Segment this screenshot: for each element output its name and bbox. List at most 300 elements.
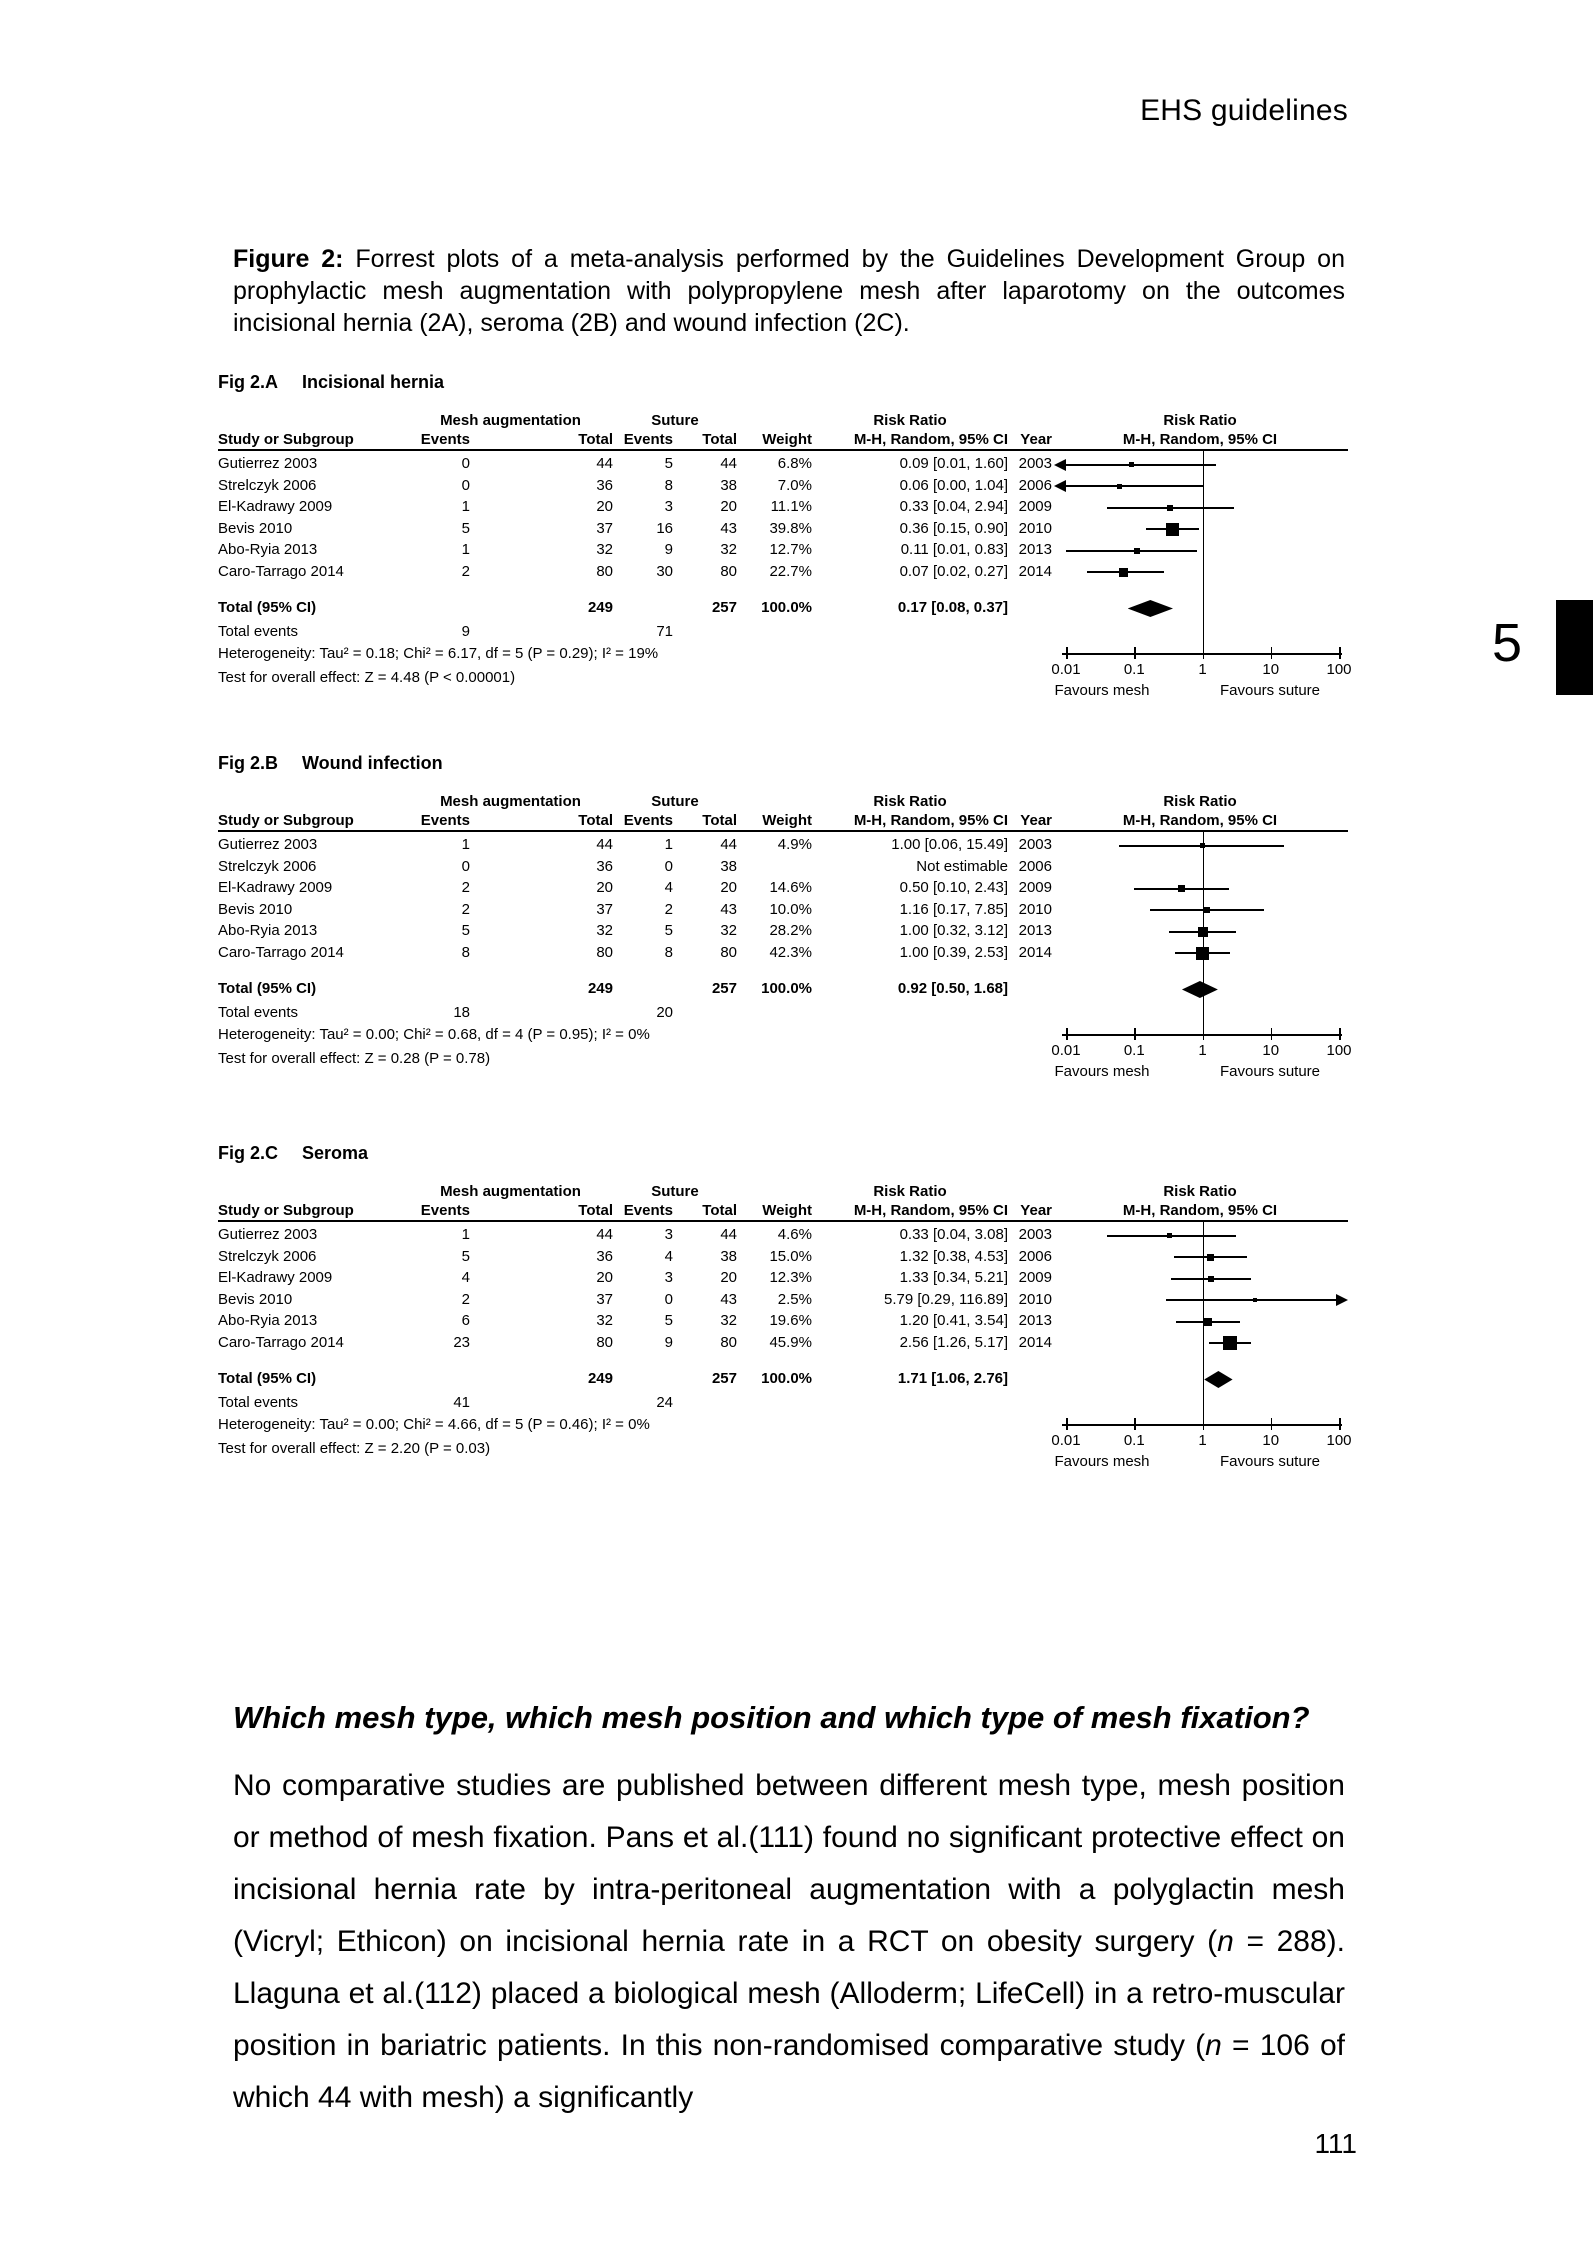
suture-events-value: 30 [656, 562, 673, 580]
year-value: 2013 [1018, 541, 1052, 558]
col-header-mesh-total: Total [578, 1202, 613, 1219]
year-value: 2014 [1018, 562, 1052, 580]
study-name: Abo-Ryia 2013 [218, 541, 318, 558]
study-name: Bevis 2010 [218, 519, 293, 537]
plot-header-mh-random-ci: M-H, Random, 95% CI [1122, 812, 1278, 829]
study-name: Bevis 2010 [218, 1290, 293, 1308]
x-axis-tick [1271, 647, 1273, 659]
effect-size-marker [1166, 523, 1179, 536]
study-name: Strelczyk 2006 [218, 1247, 317, 1265]
suture-total-value: 44 [720, 1226, 737, 1243]
mesh-events-value: 4 [461, 1269, 470, 1286]
col-header-mh-random-ci: M-H, Random, 95% CI [853, 431, 1008, 448]
col-header-mh-random-ci: M-H, Random, 95% CI [853, 812, 1008, 829]
forest-plot [1051, 449, 1352, 709]
favours-right-label: Favours suture [1219, 1453, 1321, 1470]
weight-value: 11.1% [770, 498, 812, 515]
total-weight: 100.0% [761, 980, 812, 997]
year-value: 2006 [1018, 857, 1052, 875]
group-header-risk-ratio: Risk Ratio [873, 1183, 947, 1200]
plot-header-mh-random-ci: M-H, Random, 95% CI [1122, 1202, 1278, 1219]
figure-caption-text: Forrest plots of a meta-analysis performed by the Guidelines Development Group on prophylactic mesh augmentation with polypropylene mesh after laparotomy on the outcomes incisional hernia (2A), seroma (2B) and wound infection (2C). [233, 245, 1345, 337]
total-events-label: Total events [218, 623, 299, 640]
forest-plot [1051, 830, 1352, 1090]
x-axis-tick-label: 1 [1198, 661, 1207, 678]
group-header-risk-ratio-plot: Risk Ratio [1163, 412, 1237, 429]
favours-right-label: Favours suture [1219, 682, 1321, 699]
total-weight: 100.0% [761, 599, 812, 616]
year-value: 2003 [1018, 836, 1052, 853]
mesh-total-value: 36 [596, 476, 613, 494]
year-value: 2009 [1018, 498, 1052, 515]
group-header-mesh-augmentation: Mesh augmentation [440, 793, 581, 810]
mesh-total-value: 32 [596, 541, 613, 558]
mesh-events-value: 5 [461, 922, 470, 939]
mesh-events-value: 0 [461, 476, 470, 494]
total-risk-ratio: 0.92 [0.50, 1.68] [897, 980, 1008, 997]
effect-size-marker [1129, 462, 1134, 467]
year-value: 2010 [1018, 519, 1052, 537]
study-name: Bevis 2010 [218, 900, 293, 918]
suture-events-value: 1 [664, 836, 673, 853]
study-name: Caro-Tarrago 2014 [218, 1333, 344, 1351]
total-events-suture: 71 [656, 623, 673, 640]
year-value: 2009 [1018, 879, 1052, 896]
suture-total-value: 32 [720, 541, 737, 558]
figure-2a-incisional-hernia [218, 372, 1352, 717]
pooled-effect-diamond [1204, 1371, 1232, 1388]
suture-events-value: 5 [664, 455, 673, 472]
mesh-total-value: 36 [596, 1247, 613, 1265]
weight-value: 15.0% [769, 1247, 812, 1265]
total-events-label: Total events [218, 1394, 299, 1411]
col-header-weight: Weight [762, 1202, 812, 1219]
study-name: El-Kadrawy 2009 [218, 498, 333, 515]
suture-total-value: 43 [720, 900, 737, 918]
x-axis-tick [1339, 647, 1341, 659]
col-header-suture-events: Events [623, 812, 673, 829]
x-axis-tick [1066, 1418, 1068, 1430]
total-risk-ratio: 0.17 [0.08, 0.37] [897, 599, 1008, 616]
year-value: 2010 [1018, 900, 1052, 918]
study-name: Caro-Tarrago 2014 [218, 943, 344, 961]
suture-total-value: 43 [720, 1290, 737, 1308]
suture-events-value: 3 [664, 1226, 673, 1243]
figure-caption [233, 243, 1345, 339]
mesh-total-value: 20 [596, 879, 613, 896]
weight-value: 14.6% [769, 879, 812, 896]
col-header-weight: Weight [762, 431, 812, 448]
risk-ratio-value: 1.32 [0.38, 4.53] [899, 1247, 1008, 1265]
confidence-interval-line [1065, 464, 1216, 466]
mesh-events-value: 2 [461, 900, 470, 918]
weight-value: 28.2% [769, 922, 812, 939]
year-value: 2009 [1018, 1269, 1052, 1286]
group-header-suture: Suture [651, 793, 699, 810]
figure-id: Fig 2.A [218, 372, 279, 392]
study-name: Caro-Tarrago 2014 [218, 562, 344, 580]
paragraph-segment: = 106 of which 44 with mesh) a significantly [233, 2029, 1345, 2114]
x-axis-tick-label: 0.01 [1051, 661, 1081, 678]
col-header-weight: Weight [762, 812, 812, 829]
effect-size-marker [1223, 1336, 1237, 1350]
mesh-events-value: 1 [461, 1226, 470, 1243]
risk-ratio-value: 0.50 [0.10, 2.43] [899, 879, 1008, 896]
paragraph-italic-segment: n [1205, 2029, 1222, 2062]
group-header-risk-ratio: Risk Ratio [873, 412, 947, 429]
year-value: 2013 [1018, 1312, 1052, 1329]
total-events-label: Total events [218, 1004, 299, 1021]
mesh-events-value: 5 [461, 1247, 470, 1265]
x-axis-tick [1066, 1028, 1068, 1040]
risk-ratio-value: 1.00 [0.39, 2.53] [899, 943, 1008, 961]
suture-events-value: 8 [664, 943, 673, 961]
year-value: 2006 [1018, 476, 1052, 494]
suture-total-value: 43 [720, 519, 737, 537]
no-effect-line [1203, 449, 1204, 653]
col-header-mesh-events: Events [420, 431, 470, 448]
total-weight: 100.0% [761, 1370, 812, 1387]
x-axis-tick [1203, 647, 1205, 659]
effect-size-marker [1204, 1318, 1212, 1326]
mesh-events-value: 1 [461, 541, 470, 558]
confidence-interval-line [1066, 550, 1197, 552]
mesh-total-value: 32 [596, 922, 613, 939]
weight-value: 4.6% [777, 1226, 812, 1243]
x-axis-tick [1271, 1418, 1273, 1430]
col-header-study: Study or Subgroup [218, 1202, 354, 1219]
mesh-events-value: 5 [461, 519, 470, 537]
effect-size-marker [1117, 484, 1122, 489]
col-header-mesh-events: Events [420, 812, 470, 829]
group-header-suture: Suture [651, 412, 699, 429]
mesh-events-value: 2 [461, 562, 470, 580]
suture-total-value: 80 [720, 1333, 737, 1351]
x-axis-tick [1271, 1028, 1273, 1040]
weight-value: 7.0% [777, 476, 812, 494]
suture-total-value: 44 [720, 455, 737, 472]
mesh-total-value: 32 [596, 1312, 613, 1329]
x-axis-tick-label: 0.1 [1123, 661, 1145, 678]
risk-ratio-value: 0.11 [0.01, 0.83] [900, 541, 1008, 558]
year-value: 2006 [1018, 1247, 1052, 1265]
favours-left-label: Favours mesh [1054, 682, 1150, 699]
forest-plot-table [218, 372, 1352, 717]
risk-ratio-value: 0.33 [0.04, 3.08] [899, 1226, 1008, 1243]
weight-value: 4.9% [777, 836, 812, 853]
suture-total-value: 32 [720, 1312, 737, 1329]
x-axis-tick [1134, 1028, 1136, 1040]
study-name: Gutierrez 2003 [218, 455, 318, 472]
year-value: 2014 [1018, 1333, 1052, 1351]
confidence-interval-line [1065, 485, 1204, 487]
risk-ratio-value: Not estimable [916, 857, 1008, 875]
group-header-risk-ratio: Risk Ratio [873, 793, 947, 810]
suture-total-value: 38 [720, 476, 737, 494]
study-name: El-Kadrawy 2009 [218, 879, 333, 896]
group-header-mesh-augmentation: Mesh augmentation [440, 412, 581, 429]
suture-total-value: 80 [720, 943, 737, 961]
mesh-events-value: 2 [461, 879, 470, 896]
risk-ratio-value: 0.09 [0.01, 1.60] [899, 455, 1008, 472]
risk-ratio-value: 1.20 [0.41, 3.54] [899, 1312, 1008, 1329]
suture-events-value: 4 [664, 1247, 673, 1265]
suture-events-value: 2 [664, 900, 673, 918]
suture-events-value: 3 [664, 1269, 673, 1286]
suture-events-value: 16 [656, 519, 673, 537]
col-header-study: Study or Subgroup [218, 812, 354, 829]
group-header-mesh-augmentation: Mesh augmentation [440, 1183, 581, 1200]
year-value: 2014 [1018, 943, 1052, 961]
figure-id: Fig 2.B [218, 753, 279, 773]
x-axis-tick-label: 0.01 [1051, 1432, 1081, 1449]
chapter-tab-marker [1556, 600, 1593, 695]
weight-value: 12.3% [769, 1269, 812, 1286]
ci-arrow-left [1054, 480, 1066, 492]
risk-ratio-value: 5.79 [0.29, 116.89] [884, 1290, 1008, 1308]
total-suture-total: 257 [711, 980, 737, 997]
suture-events-value: 5 [664, 922, 673, 939]
x-axis-tick [1203, 1418, 1205, 1430]
year-value: 2003 [1018, 455, 1052, 472]
mesh-total-value: 20 [596, 498, 613, 515]
total-suture-total: 257 [711, 1370, 737, 1387]
risk-ratio-value: 1.00 [0.06, 15.49] [891, 836, 1008, 853]
overall-effect-text: Test for overall effect: Z = 4.48 (P < 0.00001) [218, 669, 516, 686]
plot-header-mh-random-ci: M-H, Random, 95% CI [1122, 431, 1278, 448]
mesh-total-value: 20 [596, 1269, 613, 1286]
x-axis-tick-label: 100 [1326, 1042, 1352, 1059]
total-row-label: Total (95% CI) [218, 1370, 317, 1387]
page-header: EHS guidelines [1140, 94, 1348, 127]
suture-events-value: 9 [664, 1333, 673, 1351]
heterogeneity-text: Heterogeneity: Tau² = 0.18; Chi² = 6.17, df = 5 (P = 0.29); I² = 19% [218, 645, 659, 662]
forest-plot-table [218, 753, 1352, 1098]
weight-value: 39.8% [769, 519, 812, 537]
weight-value: 12.7% [769, 541, 812, 558]
total-events-mesh: 41 [453, 1394, 470, 1411]
study-name: Abo-Ryia 2013 [218, 1312, 318, 1329]
figure-title: Seroma [302, 1143, 369, 1163]
effect-size-marker [1134, 548, 1140, 554]
mesh-events-value: 23 [453, 1333, 470, 1351]
mesh-total-value: 80 [596, 562, 613, 580]
group-header-suture: Suture [651, 1183, 699, 1200]
total-events-suture: 20 [656, 1004, 673, 1021]
paragraph-segment: No comparative studies are published between different mesh type, mesh position or method of mesh fixation. Pans et al.(111) found no significant protective effect on incisional hernia rate by intra-peritoneal augmentation with a polyglactin mesh (Vicryl; Ethicon) on incisional hernia rate in a RCT on obesity surgery ( [233, 1769, 1345, 1958]
mesh-events-value: 1 [461, 498, 470, 515]
risk-ratio-value: 0.33 [0.04, 2.94] [899, 498, 1008, 515]
col-header-year: Year [1020, 1202, 1052, 1219]
page-number: 111 [1314, 2128, 1357, 2159]
figure-2c-seroma [218, 1143, 1352, 1488]
effect-size-marker [1178, 885, 1185, 892]
weight-value: 2.5% [777, 1290, 812, 1308]
paragraph-segment: = 288). Llaguna et al.(112) placed a biological mesh (Alloderm; LifeCell) in a retro-muscular position in bariatric patients. In this non-randomised comparative study ( [233, 1925, 1345, 2062]
body-paragraph [233, 1760, 1345, 2124]
weight-value: 22.7% [769, 562, 812, 580]
x-axis-tick [1066, 647, 1068, 659]
x-axis-tick [1134, 1418, 1136, 1430]
suture-total-value: 44 [720, 836, 737, 853]
suture-events-value: 0 [664, 1290, 673, 1308]
figure-title: Wound infection [302, 753, 443, 773]
col-header-year: Year [1020, 812, 1052, 829]
weight-value: 10.0% [769, 900, 812, 918]
mesh-total-value: 44 [596, 836, 613, 853]
col-header-year: Year [1020, 431, 1052, 448]
col-header-suture-total: Total [702, 431, 737, 448]
total-risk-ratio: 1.71 [1.06, 2.76] [897, 1370, 1008, 1387]
confidence-interval-line [1166, 1299, 1336, 1301]
suture-events-value: 8 [664, 476, 673, 494]
mesh-total-value: 37 [596, 900, 613, 918]
mesh-total-value: 80 [596, 943, 613, 961]
risk-ratio-value: 2.56 [1.26, 5.17] [899, 1333, 1008, 1351]
heterogeneity-text: Heterogeneity: Tau² = 0.00; Chi² = 4.66, df = 5 (P = 0.46); I² = 0% [218, 1416, 650, 1433]
weight-value: 45.9% [769, 1333, 812, 1351]
col-header-mesh-total: Total [578, 812, 613, 829]
study-name: Gutierrez 2003 [218, 1226, 318, 1243]
mesh-total-value: 37 [596, 1290, 613, 1308]
total-row-label: Total (95% CI) [218, 980, 317, 997]
total-mesh-total: 249 [587, 599, 613, 616]
suture-total-value: 32 [720, 922, 737, 939]
year-value: 2003 [1018, 1226, 1052, 1243]
effect-size-marker [1167, 505, 1173, 511]
risk-ratio-value: 0.36 [0.15, 0.90] [899, 519, 1008, 537]
suture-total-value: 38 [720, 1247, 737, 1265]
figure-caption-label: Figure 2: [233, 245, 344, 273]
total-events-mesh: 9 [461, 623, 470, 640]
effect-size-marker [1253, 1298, 1257, 1302]
mesh-events-value: 1 [461, 836, 470, 853]
overall-effect-text: Test for overall effect: Z = 2.20 (P = 0.03) [218, 1440, 491, 1457]
effect-size-marker [1198, 927, 1208, 937]
study-name: Abo-Ryia 2013 [218, 922, 318, 939]
group-header-risk-ratio-plot: Risk Ratio [1163, 1183, 1237, 1200]
year-value: 2013 [1018, 922, 1052, 939]
favours-left-label: Favours mesh [1054, 1453, 1150, 1470]
mesh-events-value: 6 [461, 1312, 470, 1329]
effect-size-marker [1196, 947, 1209, 960]
effect-size-marker [1119, 568, 1128, 577]
study-name: El-Kadrawy 2009 [218, 1269, 333, 1286]
x-axis-tick-label: 0.1 [1123, 1042, 1145, 1059]
mesh-total-value: 36 [596, 857, 613, 875]
pooled-effect-diamond [1182, 981, 1218, 998]
chapter-number: 5 [1492, 613, 1523, 673]
col-header-suture-events: Events [623, 431, 673, 448]
suture-total-value: 20 [720, 1269, 737, 1286]
x-axis-tick [1339, 1418, 1341, 1430]
group-header-risk-ratio-plot: Risk Ratio [1163, 793, 1237, 810]
x-axis-tick-label: 100 [1326, 661, 1352, 678]
col-header-mh-random-ci: M-H, Random, 95% CI [853, 1202, 1008, 1219]
suture-events-value: 9 [664, 541, 673, 558]
effect-size-marker [1208, 1276, 1214, 1282]
suture-events-value: 5 [664, 1312, 673, 1329]
total-mesh-total: 249 [587, 980, 613, 997]
x-axis-tick-label: 0.01 [1051, 1042, 1081, 1059]
risk-ratio-value: 0.06 [0.00, 1.04] [899, 476, 1008, 494]
pooled-effect-diamond [1128, 600, 1173, 617]
overall-effect-text: Test for overall effect: Z = 0.28 (P = 0.78) [218, 1050, 491, 1067]
col-header-suture-events: Events [623, 1202, 673, 1219]
x-axis-tick-label: 10 [1262, 1432, 1280, 1449]
ci-arrow-left [1054, 459, 1066, 471]
col-header-suture-total: Total [702, 1202, 737, 1219]
favours-right-label: Favours suture [1219, 1063, 1321, 1080]
effect-size-marker [1200, 843, 1205, 848]
effect-size-marker [1204, 907, 1210, 913]
figure-id: Fig 2.C [218, 1143, 279, 1163]
suture-total-value: 80 [720, 562, 737, 580]
risk-ratio-value: 1.00 [0.32, 3.12] [899, 922, 1008, 939]
risk-ratio-value: 1.16 [0.17, 7.85] [899, 900, 1008, 918]
mesh-events-value: 0 [461, 857, 470, 875]
forest-plot-table [218, 1143, 1352, 1488]
x-axis-tick [1134, 647, 1136, 659]
mesh-events-value: 2 [461, 1290, 470, 1308]
suture-events-value: 0 [664, 857, 673, 875]
effect-size-marker [1207, 1254, 1214, 1261]
risk-ratio-value: 1.33 [0.34, 5.21] [899, 1269, 1008, 1286]
risk-ratio-value: 0.07 [0.02, 0.27] [899, 562, 1008, 580]
heterogeneity-text: Heterogeneity: Tau² = 0.00; Chi² = 0.68, df = 4 (P = 0.95); I² = 0% [218, 1026, 650, 1043]
mesh-events-value: 0 [461, 455, 470, 472]
col-header-suture-total: Total [702, 812, 737, 829]
paragraph-italic-segment: n [1217, 1925, 1234, 1958]
study-name: Strelczyk 2006 [218, 476, 317, 494]
ci-arrow-right [1336, 1294, 1348, 1306]
mesh-total-value: 44 [596, 1226, 613, 1243]
total-mesh-total: 249 [587, 1370, 613, 1387]
effect-size-marker [1167, 1233, 1172, 1238]
mesh-total-value: 37 [596, 519, 613, 537]
suture-total-value: 20 [720, 498, 737, 515]
total-row-label: Total (95% CI) [218, 599, 317, 616]
mesh-events-value: 8 [461, 943, 470, 961]
x-axis-tick-label: 1 [1198, 1042, 1207, 1059]
col-header-study: Study or Subgroup [218, 431, 354, 448]
study-name: Gutierrez 2003 [218, 836, 318, 853]
figure-title: Incisional hernia [302, 372, 445, 392]
suture-events-value: 3 [664, 498, 673, 515]
weight-value: 42.3% [769, 943, 812, 961]
weight-value: 6.8% [777, 455, 812, 472]
x-axis-tick-label: 10 [1262, 661, 1280, 678]
x-axis-tick-label: 0.1 [1123, 1432, 1145, 1449]
col-header-mesh-total: Total [578, 431, 613, 448]
mesh-total-value: 80 [596, 1333, 613, 1351]
x-axis-tick-label: 100 [1326, 1432, 1352, 1449]
x-axis-tick [1203, 1028, 1205, 1040]
col-header-mesh-events: Events [420, 1202, 470, 1219]
study-name: Strelczyk 2006 [218, 857, 317, 875]
x-axis-tick [1339, 1028, 1341, 1040]
favours-left-label: Favours mesh [1054, 1063, 1150, 1080]
suture-total-value: 38 [720, 857, 737, 875]
year-value: 2010 [1018, 1290, 1052, 1308]
weight-value [737, 857, 812, 877]
figure-2b-wound-infection [218, 753, 1352, 1098]
section-heading: Which mesh type, which mesh position and which type of mesh fixation? [233, 1700, 1310, 1735]
weight-value: 19.6% [769, 1312, 812, 1329]
mesh-total-value: 44 [596, 455, 613, 472]
forest-plot [1051, 1220, 1352, 1480]
suture-total-value: 20 [720, 879, 737, 896]
